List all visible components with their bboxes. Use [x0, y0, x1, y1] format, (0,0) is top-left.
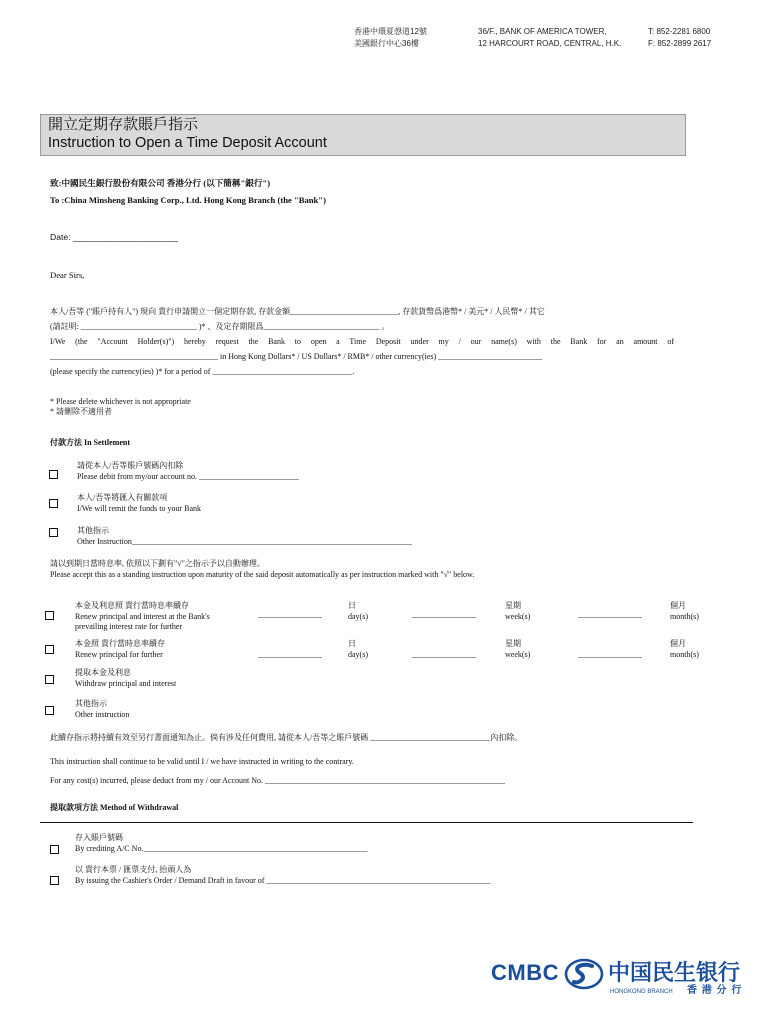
- withdrawal-credit-zh: 存入賬戶號碼: [75, 833, 123, 842]
- note-en: * Please delete whichever is not appropriate: [50, 397, 191, 406]
- validity-zh: 此續存指示將持續有效至另行書面通知為止。倘有涉及任何費用, 請從本人/吾等之賬戶號碼 ______________________________內扣除。: [50, 733, 523, 742]
- withdrawal-credit-en: By crediting A/C No.________________________________________________________: [75, 844, 368, 853]
- settlement-other-checkbox[interactable]: [49, 528, 58, 537]
- maturity-renew-all-day-en: day(s): [348, 612, 368, 621]
- maturity-renew-all-month-zh: 個月: [670, 601, 686, 610]
- logo-cmbc-text: CMBC: [491, 960, 559, 985]
- maturity-other-checkbox[interactable]: [45, 706, 54, 715]
- maturity-renew-principal-day-zh: 日: [348, 639, 356, 648]
- maturity-renew-all-weeks-blank[interactable]: ________________: [412, 610, 476, 619]
- logo-branch-zh: 香 港 分 行: [687, 985, 743, 996]
- to-en: To :China Minsheng Banking Corp., Ltd. Hong Kong Branch (the "Bank"): [50, 195, 326, 205]
- salutation: Dear Sirs,: [50, 270, 85, 280]
- maturity-other-zh: 其他指示: [75, 699, 107, 708]
- withdrawal-cashier-zh: 以 貴行本票 / 匯票支付, 抬頭人為: [75, 865, 192, 874]
- note-zh: * 請刪除不適用者: [50, 407, 112, 416]
- settlement-remit-en: I/We will remit the funds to your Bank: [77, 504, 201, 513]
- maturity-renew-principal-weeks-blank[interactable]: ________________: [412, 650, 476, 659]
- header-zh-line1: 香港中環夏愨道12號: [354, 27, 427, 36]
- settlement-remit-checkbox[interactable]: [49, 499, 58, 508]
- header-en-line1: 36/F., BANK OF AMERICA TOWER,: [478, 27, 607, 36]
- settlement-other-en: Other Instruction______________________________________________________________________: [77, 537, 412, 546]
- header-tel: T: 852-2281 6800: [648, 27, 711, 36]
- withdrawal-cashier-en: By issuing the Cashier's Order / Demand Draft in favour of ________________________________________________________: [75, 876, 491, 885]
- maturity-en: Please accept this as a standing instruction upon maturity of the said deposit automatically as per instruction marked with "√" below.: [50, 570, 475, 579]
- header-fax: F: 852-2899 2617: [648, 39, 712, 48]
- logo-branch-en: HONGKONG BRANCH: [610, 989, 673, 995]
- maturity-renew-principal-en1: Renew principal for further: [75, 650, 163, 659]
- maturity-renew-principal-month-zh: 個月: [670, 639, 686, 648]
- request-en-line2: __________________________________________ in Hong Kong Dollars* / US Dollars* / RMB* / other currency(ies) __________________________: [50, 352, 543, 361]
- header-address-zh: [354, 26, 427, 50]
- header-zh-line2: 美國銀行中心36樓: [354, 39, 419, 48]
- maturity-renew-principal-months-blank[interactable]: ________________: [578, 650, 642, 659]
- title-zh: 開立定期存款賬戶指示: [48, 116, 199, 133]
- maturity-renew-all-zh: 本金及利息照 貴行當時息率續存: [75, 601, 189, 610]
- header-en-line2: 12 HARCOURT ROAD, CENTRAL, H.K.: [478, 39, 622, 48]
- header-address-en: [478, 26, 621, 50]
- settlement-debit-zh: 請從本人/吾等賬戶號碼內扣除: [77, 461, 184, 470]
- maturity-renew-principal-week-zh: 星期: [505, 639, 521, 648]
- request-en-line3: (please specify the currency(ies) )* for a period of ___________________________________.: [50, 367, 355, 376]
- maturity-other-en: Other instruction: [75, 710, 130, 719]
- settlement-debit-checkbox[interactable]: [49, 470, 58, 479]
- withdrawal-cashier-checkbox[interactable]: [50, 876, 59, 885]
- settlement-other-zh: 其他指示: [77, 526, 109, 535]
- maturity-renew-all-month-en: month(s): [670, 612, 699, 621]
- maturity-renew-principal-checkbox[interactable]: [45, 645, 54, 654]
- maturity-renew-all-months-blank[interactable]: ________________: [578, 610, 642, 619]
- withdrawal-divider: [40, 822, 693, 823]
- maturity-renew-principal-week-en: week(s): [505, 650, 531, 659]
- maturity-renew-principal-days-blank[interactable]: ________________: [258, 650, 322, 659]
- validity-en1: This instruction shall continue to be valid until I / we have instructed in writing to the contrary.: [50, 757, 354, 766]
- settlement-remit-zh: 本人/吾等將匯入有關款項: [77, 493, 168, 502]
- header-contact: [648, 26, 711, 50]
- maturity-withdraw-en: Withdraw principal and interest: [75, 679, 177, 688]
- settlement-debit-en: Please debit from my/our account no. _________________________: [77, 472, 299, 481]
- request-en-line1: I/We (the "Account Holder(s)") hereby request the Bank to open a Time Deposit under my / our name(s) with the Bank for an amount of: [50, 337, 674, 346]
- maturity-zh: 請以到期日當時息率, 依照以下劃有"√"之指示予以自動辦理。: [50, 559, 265, 568]
- maturity-renew-principal-month-en: month(s): [670, 650, 699, 659]
- withdrawal-credit-checkbox[interactable]: [50, 845, 59, 854]
- settlement-heading: 付款方法 In Settlement: [50, 438, 130, 447]
- maturity-withdraw-checkbox[interactable]: [45, 675, 54, 684]
- logo-zh-text: 中国民生银行: [608, 960, 741, 985]
- maturity-renew-all-week-zh: 星期: [505, 601, 521, 610]
- maturity-withdraw-zh: 提取本金及利息: [75, 668, 131, 677]
- maturity-renew-all-week-en: week(s): [505, 612, 531, 621]
- maturity-renew-all-checkbox[interactable]: [45, 611, 54, 620]
- to-zh: 致:中國民生銀行股份有限公司 香港分行 (以下簡稱"銀行"): [50, 178, 271, 188]
- title-en: Instruction to Open a Time Deposit Account: [48, 135, 327, 151]
- date-field[interactable]: Date: ______________________: [50, 232, 179, 242]
- withdrawal-heading: 提取款項方法 Method of Withdrawal: [50, 803, 179, 812]
- logo-emblem-icon: [564, 958, 604, 990]
- maturity-renew-all-en2: prevailing interest rate for further: [75, 622, 183, 631]
- validity-en2: For any cost(s) incurred, please deduct from my / our Account No. ____________________________________________________________: [50, 776, 506, 785]
- request-zh-line2: (請註明: _____________________________ )* 、及定存期限爲_____________________________ 。: [50, 322, 390, 331]
- maturity-renew-all-day-zh: 日: [348, 601, 356, 610]
- maturity-renew-principal-day-en: day(s): [348, 650, 368, 659]
- maturity-renew-all-days-blank[interactable]: ________________: [258, 610, 322, 619]
- request-zh-line1: 本人/吾等 ("賬戶持有人") 現向 貴行申請開立一個定期存款, 存款金額___________________________, 存款貨幣爲港幣* / 美元* / 人民幣* / 其它: [50, 307, 545, 316]
- maturity-renew-principal-zh: 本金照 貴行當時息率續存: [75, 639, 165, 648]
- maturity-renew-all-en1: Renew principal and interest at the Bank's: [75, 612, 210, 621]
